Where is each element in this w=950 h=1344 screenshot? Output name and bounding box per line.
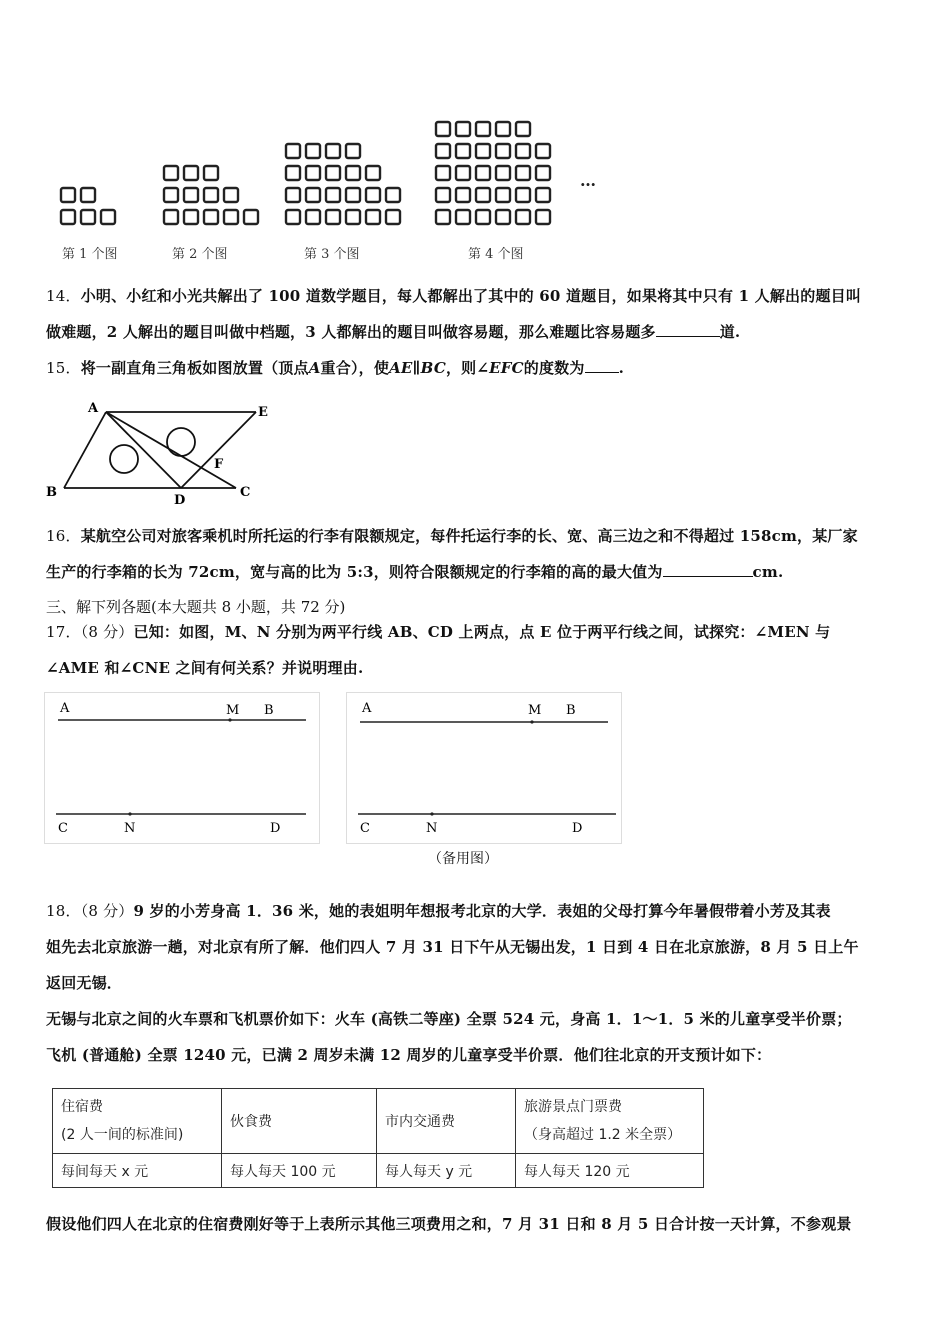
q15-angle: EFC bbox=[489, 359, 524, 377]
q18-line6: 假设他们四人在北京的住宿费刚好等于上表所示其他三项费用之和，7 月 31 日和 8 月 5 日合计按一天计算，不参观景 bbox=[46, 1215, 852, 1233]
pattern-caption-4: 第 4 个图 bbox=[468, 247, 524, 262]
pattern-caption-1: 第 1 个图 bbox=[62, 247, 118, 262]
fig17b-label-n: N bbox=[426, 821, 438, 836]
cost-header-tickets: 旅游景点门票费 （身高超过 1.2 米全票） bbox=[516, 1089, 704, 1154]
q15-answer-blank[interactable] bbox=[585, 356, 619, 373]
question-17 bbox=[46, 614, 906, 686]
q15-text-mid2: ，则∠ bbox=[445, 359, 490, 377]
pattern-4 bbox=[436, 122, 550, 224]
pattern-caption-2: 第 2 个图 bbox=[172, 247, 228, 262]
section-3-title: 三、解下列各题(本大题共 8 小题，共 72 分) bbox=[46, 598, 346, 616]
question-14 bbox=[46, 278, 906, 350]
fig17b-label-a: A bbox=[362, 701, 372, 716]
fig15-label-f: F bbox=[214, 457, 224, 472]
cost-header-transport: 市内交通费 bbox=[377, 1089, 516, 1154]
fig17b-label-c: C bbox=[360, 821, 370, 836]
q18-line3: 返回无锡． bbox=[46, 974, 123, 992]
triangle-figure bbox=[44, 392, 284, 514]
question-18 bbox=[46, 893, 906, 1073]
q14-line2: 做难题，2 人解出的题目叫做中档题，3 人都解出的题目叫做容易题，那么难题比容易题多 bbox=[46, 323, 656, 341]
q15-tail: . bbox=[618, 359, 625, 377]
cost-value-transport: 每人每天 y 元 bbox=[377, 1154, 516, 1188]
q17-number: 17． bbox=[46, 623, 81, 641]
pattern-3 bbox=[286, 144, 400, 224]
cost-value-tickets: 每人每天 120 元 bbox=[516, 1154, 704, 1188]
q15-text-before: 将一副直角三角板如图放置（顶点 bbox=[80, 359, 309, 377]
fig15-label-d: D bbox=[174, 493, 186, 508]
cost-table-value-row bbox=[53, 1154, 704, 1188]
q17-points: （8 分） bbox=[80, 623, 134, 641]
question-15 bbox=[46, 350, 906, 386]
pattern-ellipsis: … bbox=[580, 171, 596, 190]
question-16 bbox=[46, 518, 906, 590]
pattern-caption-3: 第 3 个图 bbox=[304, 247, 360, 262]
q16-line1: 某航空公司对旅客乘机时所托运的行李有限额规定，每件托运行李的长、宽、高三边之和不得超过 158cm，某厂家 bbox=[80, 527, 858, 545]
q14-line1: 小明、小红和小光共解出了 100 道数学题目，每人都解出了其中的 60 道题目，如果将其中只有 1 人解出的题目叫 bbox=[80, 287, 862, 305]
q15-text-end: 的度数为 bbox=[523, 359, 585, 377]
q16-number: 16． bbox=[46, 527, 81, 545]
cost-value-food: 每人每天 100 元 bbox=[222, 1154, 377, 1188]
q14-answer-blank[interactable] bbox=[656, 320, 720, 337]
parallel-lines-figure bbox=[44, 692, 320, 844]
q15-condition: AE∥BC bbox=[389, 359, 446, 377]
q17-line1: 已知：如图，M、N 分别为两平行线 AB、CD 上两点，点 E 位于两平行线之间，试探究：∠MEN 与 bbox=[133, 623, 831, 641]
q18-line5: 飞机 (普通舱) 全票 1240 元，已满 2 周岁未满 12 周岁的儿童享受半价票．他们往北京的开支预计如下： bbox=[46, 1046, 772, 1064]
fig17-label-c: C bbox=[58, 821, 68, 836]
q14-tail: 道. bbox=[719, 323, 741, 341]
fig15-label-a: A bbox=[88, 401, 99, 416]
q17-line2: ∠AME 和∠CNE 之间有何关系？并说明理由. bbox=[46, 659, 364, 677]
q16-line2: 生产的行李箱的长为 72cm，宽与高的比为 5:3，则符合限额规定的行李箱的高的最大值为 bbox=[46, 563, 663, 581]
q15-number: 15． bbox=[46, 359, 81, 377]
backup-figure-caption: （备用图） bbox=[428, 851, 498, 867]
fig17-label-b: B bbox=[264, 703, 274, 718]
cost-table-header-row bbox=[53, 1089, 704, 1154]
q16-answer-blank[interactable] bbox=[663, 560, 753, 577]
cost-header-food: 伙食费 bbox=[222, 1089, 377, 1154]
fig15-label-b: B bbox=[46, 485, 57, 500]
q16-tail: cm. bbox=[752, 563, 784, 581]
square-pattern-figure bbox=[46, 110, 626, 240]
fig17-label-a: A bbox=[60, 701, 70, 716]
parallel-lines-backup-figure bbox=[346, 692, 622, 844]
fig17-label-m: M bbox=[226, 703, 240, 718]
q14-number: 14． bbox=[46, 287, 81, 305]
q18-line2: 姐先去北京旅游一趟，对北京有所了解．他们四人 7 月 31 日下午从无锡出发，1 日到 4 日在北京旅游，8 月 5 日上午 bbox=[46, 938, 859, 956]
fig15-label-c: C bbox=[240, 485, 251, 500]
q15-point-a: A bbox=[308, 359, 321, 377]
q15-text-mid: 重合），使 bbox=[320, 359, 390, 377]
pattern-2 bbox=[164, 166, 258, 224]
cost-table bbox=[52, 1088, 704, 1188]
pattern-1 bbox=[61, 188, 115, 224]
fig15-label-e: E bbox=[258, 405, 268, 420]
q18-line1: 9 岁的小芳身高 1．36 米，她的表姐明年想报考北京的大学．表姐的父母打算今年暑假带着小芳及其表 bbox=[133, 902, 831, 920]
q18-line4: 无锡与北京之间的火车票和飞机票价如下：火车 (高铁二等座) 全票 524 元，身高 1．1～1．5 米的儿童享受半价票； bbox=[46, 1010, 852, 1028]
fig17b-label-d: D bbox=[572, 821, 583, 836]
q18-number: 18． bbox=[46, 902, 81, 920]
fig17b-label-b: B bbox=[566, 703, 576, 718]
fig17-label-n: N bbox=[124, 821, 136, 836]
cost-header-lodging: 住宿费 (2 人一间的标准间) bbox=[53, 1089, 222, 1154]
fig17b-label-m: M bbox=[528, 703, 542, 718]
fig17-label-d: D bbox=[270, 821, 281, 836]
q18-points: （8 分） bbox=[80, 902, 134, 920]
cost-value-lodging: 每间每天 x 元 bbox=[53, 1154, 222, 1188]
